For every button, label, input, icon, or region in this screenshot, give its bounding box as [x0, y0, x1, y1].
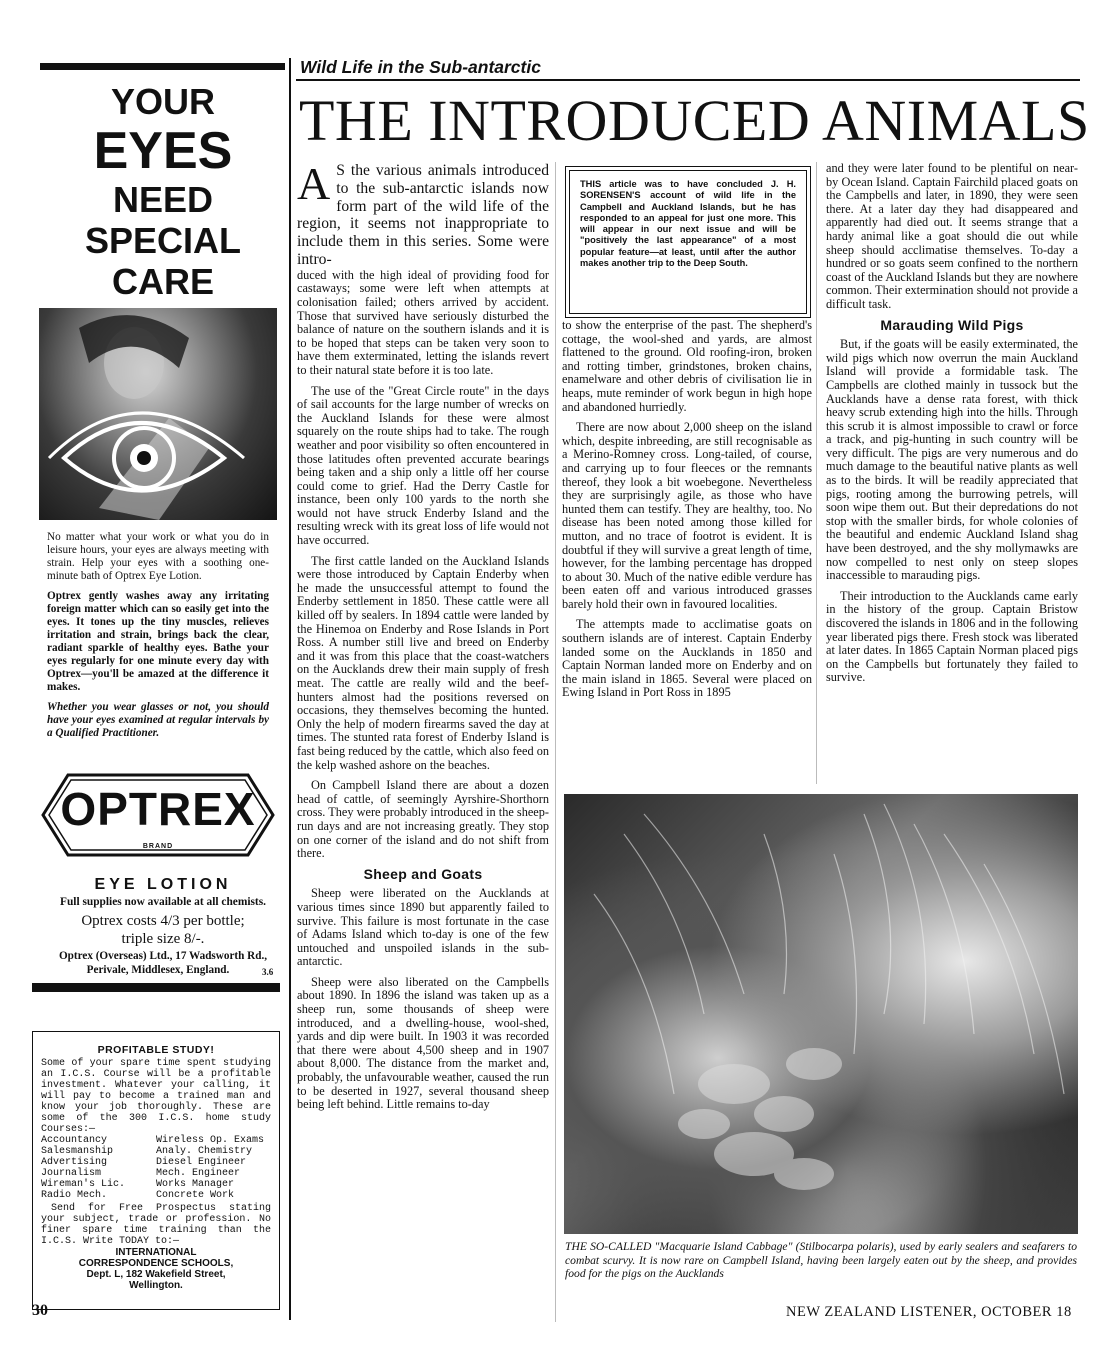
- ics-org-1: INTERNATIONAL: [115, 1247, 197, 1258]
- subhead-marauding-pigs: Marauding Wild Pigs: [880, 316, 1024, 333]
- col1-paragraph-6: Sheep were also liberated on the Campbells about 1890. In 1896 the island was taken up as a sheep run, some thousands of sheep were introduced, and a dwelling-house, wool-shed, yards and dip were built. In 1903 it was recorded that there were about 4,500 sheep and in 1907 about 8,000. The distance from the market and, probably, the unfavourable weather, caused the run to be deserted in 1927, several thousand sheep being left behind. Little remains to-day: [297, 974, 549, 1112]
- ics-course-left-2: Salesmanship: [41, 1146, 114, 1157]
- ics-org-4: Wellington.: [129, 1280, 183, 1291]
- ics-org-2: CORRESPONDENCE SCHOOLS,: [78, 1258, 234, 1269]
- column-divider-2: [816, 162, 817, 784]
- ad-price-2: triple size 8/-.: [121, 931, 205, 947]
- ics-course-left-1: Accountancy: [41, 1135, 108, 1146]
- column-divider-main: [289, 58, 291, 1320]
- col1-paragraph-3: The first cattle landed on the Auckland Islands were those introduced by Captain Enderby when he made the unsuccessful attempt to found the Enderby settlement in 1850. These cattle were all killed off by sealers. In 1894 cattle were landed by the Hinemoa on Enderby and Rose Islands in Port Ross. A number still live and breed on Enderby and it was from this place that the coast-watchers on the Aucklands drew their main supply of fresh meat. The cattle are really wild and the beef-hunters almost had the positions reversed on occasions, they themselves becoming the hunted. Only the help of modern firearms saved the day at times. The stunted rata forest of Enderby Island is fast being reduced by the cattle, which also feed on the kelp washed ashore on the beaches.: [297, 553, 549, 772]
- ics-course-right-2: Analy. Chemistry: [156, 1146, 253, 1157]
- col3-paragraph-1: and they were later found to be plentiful on near-by Ocean Island. Captain Fairchild placed goats on the Campbells and later, in 1890, they were seen there. At a later day they had disappeared and apparently had died out. It seems strange that a hardy animal like a goat should die out while sheep should acclimatise themselves. To-day a hundred or so goats seem confined to the northern coast of the Auckland Islands but they are nowhere common. Their extermination should not provide a difficult task.: [826, 161, 1078, 311]
- ics-body: Some of your spare time spent studying an I.C.S. Course will be a profitable investment. Whatever your calling, it will pay to become a trained man and know your job thoroughly. These are some of the 300 I.C.S. home study Courses:—: [41, 1058, 271, 1135]
- ics-course-right-1: Wireless Op. Exams: [156, 1135, 265, 1146]
- ad-care: CARE: [111, 261, 214, 302]
- ics-send: Send for Free Prospectus stating your subject, trade or profession. No finer spare time training than the I.C.S. Write TODAY to:—: [41, 1203, 271, 1247]
- optrex-brand-sub: BRAND: [142, 843, 174, 850]
- col1-paragraph-5: Sheep were liberated on the Aucklands at various times since 1890 but apparently failed to survive. This failure is most fortunate in the case of Adams Island which to-day is one of the few untouched and unspoiled islands in the sub-antarctic.: [297, 886, 549, 969]
- ad-need: NEED: [112, 179, 214, 220]
- ad-supply: Full supplies now available at all chemists.: [59, 896, 266, 908]
- ics-course-left-3: Advertising: [41, 1157, 108, 1168]
- editor-note-box: [565, 166, 811, 318]
- series-rule: [296, 79, 1080, 81]
- column-divider-1: [555, 162, 556, 1322]
- eye-illustration-icon: [39, 308, 277, 520]
- ad-paragraph-1: No matter what your work or what you do in leisure hours, your eyes are always meeting with strain. Help your eyes with a soothing one-minute bath of Optrex Eye Lotion.: [47, 531, 269, 582]
- subhead-sheep-goats: Sheep and Goats: [363, 865, 483, 882]
- ad-top-rule: [40, 63, 285, 70]
- ad-product: EYE LOTION: [94, 876, 232, 893]
- ad-your: YOUR: [110, 81, 215, 122]
- ics-org-3: Dept. L, 182 Wakefield Street,: [86, 1269, 226, 1280]
- ics-course-right-5: Works Manager: [156, 1179, 235, 1190]
- drop-cap: A: [297, 158, 331, 209]
- article-column-1: [297, 158, 549, 1322]
- ics-course-left-6: Radio Mech.: [41, 1190, 108, 1201]
- editor-note-text: THIS article was to have concluded J. H. SORENSEN'S account of wild life in the Campbell and Auckland Islands, but he has responded to an appeal for just one more. This will appear in our next issue and will be "positively the last appearance" of a most popular feature—at least, until after the author makes another trip to the Deep South.: [569, 170, 807, 314]
- headline: THE INTRODUCED ANIMALS: [299, 88, 1090, 153]
- article-lead-text: S the various animals introduced to the sub-antarctic islands now form part of the wild life of the region, it seems not inappropriate to include them in this series. Some were intro-: [297, 162, 549, 268]
- article-column-3: [826, 162, 1078, 787]
- ics-course-right-6: Concrete Work: [156, 1190, 235, 1201]
- ad-paragraph-3: Whether you wear glasses or not, you should have your eyes examined at regular intervals by a Qualified Practitioner.: [47, 701, 269, 739]
- publication-footer: NEW ZEALAND LISTENER, OCTOBER 18: [786, 1304, 1072, 1320]
- ics-course-right-3: Diesel Engineer: [156, 1157, 247, 1168]
- ad-eyes: EYES: [93, 122, 233, 180]
- ics-course-left-4: Journalism: [41, 1168, 102, 1179]
- ics-course-left-5: Wireman's Lic.: [41, 1179, 126, 1190]
- col3-paragraph-3: Their introduction to the Aucklands came early in the history of the group. Captain Bristow discovered the islands in 1806 and in the following year liberated pigs there. Fresh stock was liberated at later dates. In 1865 Captain Norman placed pigs on the Campbells but fortunately they failed to survive.: [826, 588, 1078, 685]
- ics-ad-box: [32, 1031, 280, 1310]
- ad-code: 3.6: [262, 967, 274, 977]
- ad-price-1: Optrex costs 4/3 per bottle;: [81, 913, 245, 929]
- col1-paragraph-1: duced with the high ideal of providing food for castaways; some were left when attempts at colonisation failed; others arrived by accident. Those that survived have seriously disturbed the balance of nature on the southern islands and it is to be hoped that steps can be taken very soon to have them exterminated, letting the islands revert to their natural state before it is too late.: [297, 267, 549, 377]
- ad-body: [47, 531, 269, 747]
- ad-address-1: Optrex (Overseas) Ltd., 17 Wadsworth Rd.,: [58, 950, 268, 962]
- ad-special: SPECIAL: [84, 220, 242, 261]
- ad-photo-woman-eye: [39, 308, 277, 520]
- photo-caption: THE SO-CALLED "Macquarie Island Cabbage" (Stilbocarpa polaris), used by early sealers and seafarers to combat scurvy. It is now rare on Campbell Island, having been largely eaten out by the sheep, and provides food for the pigs on the Aucklands: [565, 1240, 1077, 1281]
- ad-bottom-rule: [32, 983, 280, 992]
- ics-title: PROFITABLE STUDY!: [97, 1044, 215, 1056]
- col2-paragraph-2: There are now about 2,000 sheep on the island which, despite inbreeding, are still recognisable as a Merino-Romney cross. Long-tailed, of course, and carrying up to four fleeces or the remnants thereof, they look a bit woebegone. Nevertheless they are surprisingly agile, as those who have hunted them can testify. They are healthy, too. No disease has been noted among those killed for mutton, and no trace of footrot is evident. It is doubtful if they will survive a great length of time, however, for the lambing percentage has dropped to about 30. Much of the native edible verdure has been eaten off and various introduced grasses barely hold their own in favoured localities.: [562, 420, 812, 611]
- ics-courses: [33, 1135, 279, 1201]
- series-label: Wild Life in the Sub-antarctic: [300, 57, 541, 77]
- ad-paragraph-2: Optrex gently washes away any irritating foreign matter which can so easily get into the eyes. It tones up the tiny muscles, relieves irritation and strain, brings back the clear, radiant sparkle of healthy eyes. Bathe your eyes regularly for one minute every day with Optrex—you'll be amazed at the difference it makes.: [47, 590, 269, 693]
- article-column-2: [562, 319, 812, 789]
- plant-photo-texture-icon: [564, 794, 1078, 1234]
- ics-course-right-4: Mech. Engineer: [156, 1168, 241, 1179]
- col1-paragraph-4: On Campbell Island there are about a dozen head of cattle, of seemingly Ayrshire-Shorthorn cross. They were probably introduced in the sheep-run days and are not increasing greatly. They stop on one corner of the island and do not shift from there.: [297, 778, 549, 861]
- col2-paragraph-1: to show the enterprise of the past. The shepherd's cottage, the wool-shed and yards, are almost flattened to the ground. Old roofing-iron, broken and rotting timber, grindstones, broken chains, enamelware and other debris of civilisation lie in heaps, mute reminder of work begun in high hope and abandoned hurriedly.: [562, 318, 812, 414]
- article-lead: [297, 158, 549, 269]
- col1-paragraph-2: The use of the "Great Circle route" in the days of sail accounts for the large number of wrecks on the Auckland Islands for these were almost squarely on the route ships had to take. The rough weather and poor visibility so often encountered in those latitudes often prevented accurate bearings being taken and a ship only a little off her course could come to grief. Had the Derry Castle for instance, been only 100 yards to the north she would not have struck Enderby Island and the resulting wreck with its great loss of life would not have occurred.: [297, 383, 549, 548]
- ad-address-2: Perivale, Middlesex, England.: [86, 964, 230, 976]
- macquarie-cabbage-photo: [564, 794, 1078, 1234]
- col2-paragraph-3: The attempts made to acclimatise goats on southern islands are of interest. Captain Enderby landed some on the Aucklands in 1850 and Captain Norman landed more on Enderby and on the main island in 1865. Several were placed on Ewing Island in Port Ross in 1895: [562, 617, 812, 700]
- optrex-brand-name: OPTREX: [60, 783, 256, 835]
- col3-paragraph-2: But, if the goats will be easily exterminated, the wild pigs which now overrun the main Auckland Island will provide a formidable task. The Campbells are clothed mainly in tussock but the Aucklands have a dense rata forest, with thick heavy scrub extending high into the hills. Through this scrub it is almost impossible to crawl or force a track, and pig-hunting in such country will be very difficult. The pigs are very numerous and do much damage to the beautiful native plants as well as to the birds. It will be readily appreciated that pigs, rooting among the burrowing petrels, will soon wipe them out. But their depredations do not stop with the smaller birds, for whole colonies of the beautiful and endemic Auckland Island shag have been destroyed, and the shy mollymawks are now compelled to nest only on steep slopes inaccessible to marauding pigs.: [826, 337, 1078, 583]
- optrex-logo: [38, 770, 278, 860]
- page-number: 30: [32, 1302, 48, 1319]
